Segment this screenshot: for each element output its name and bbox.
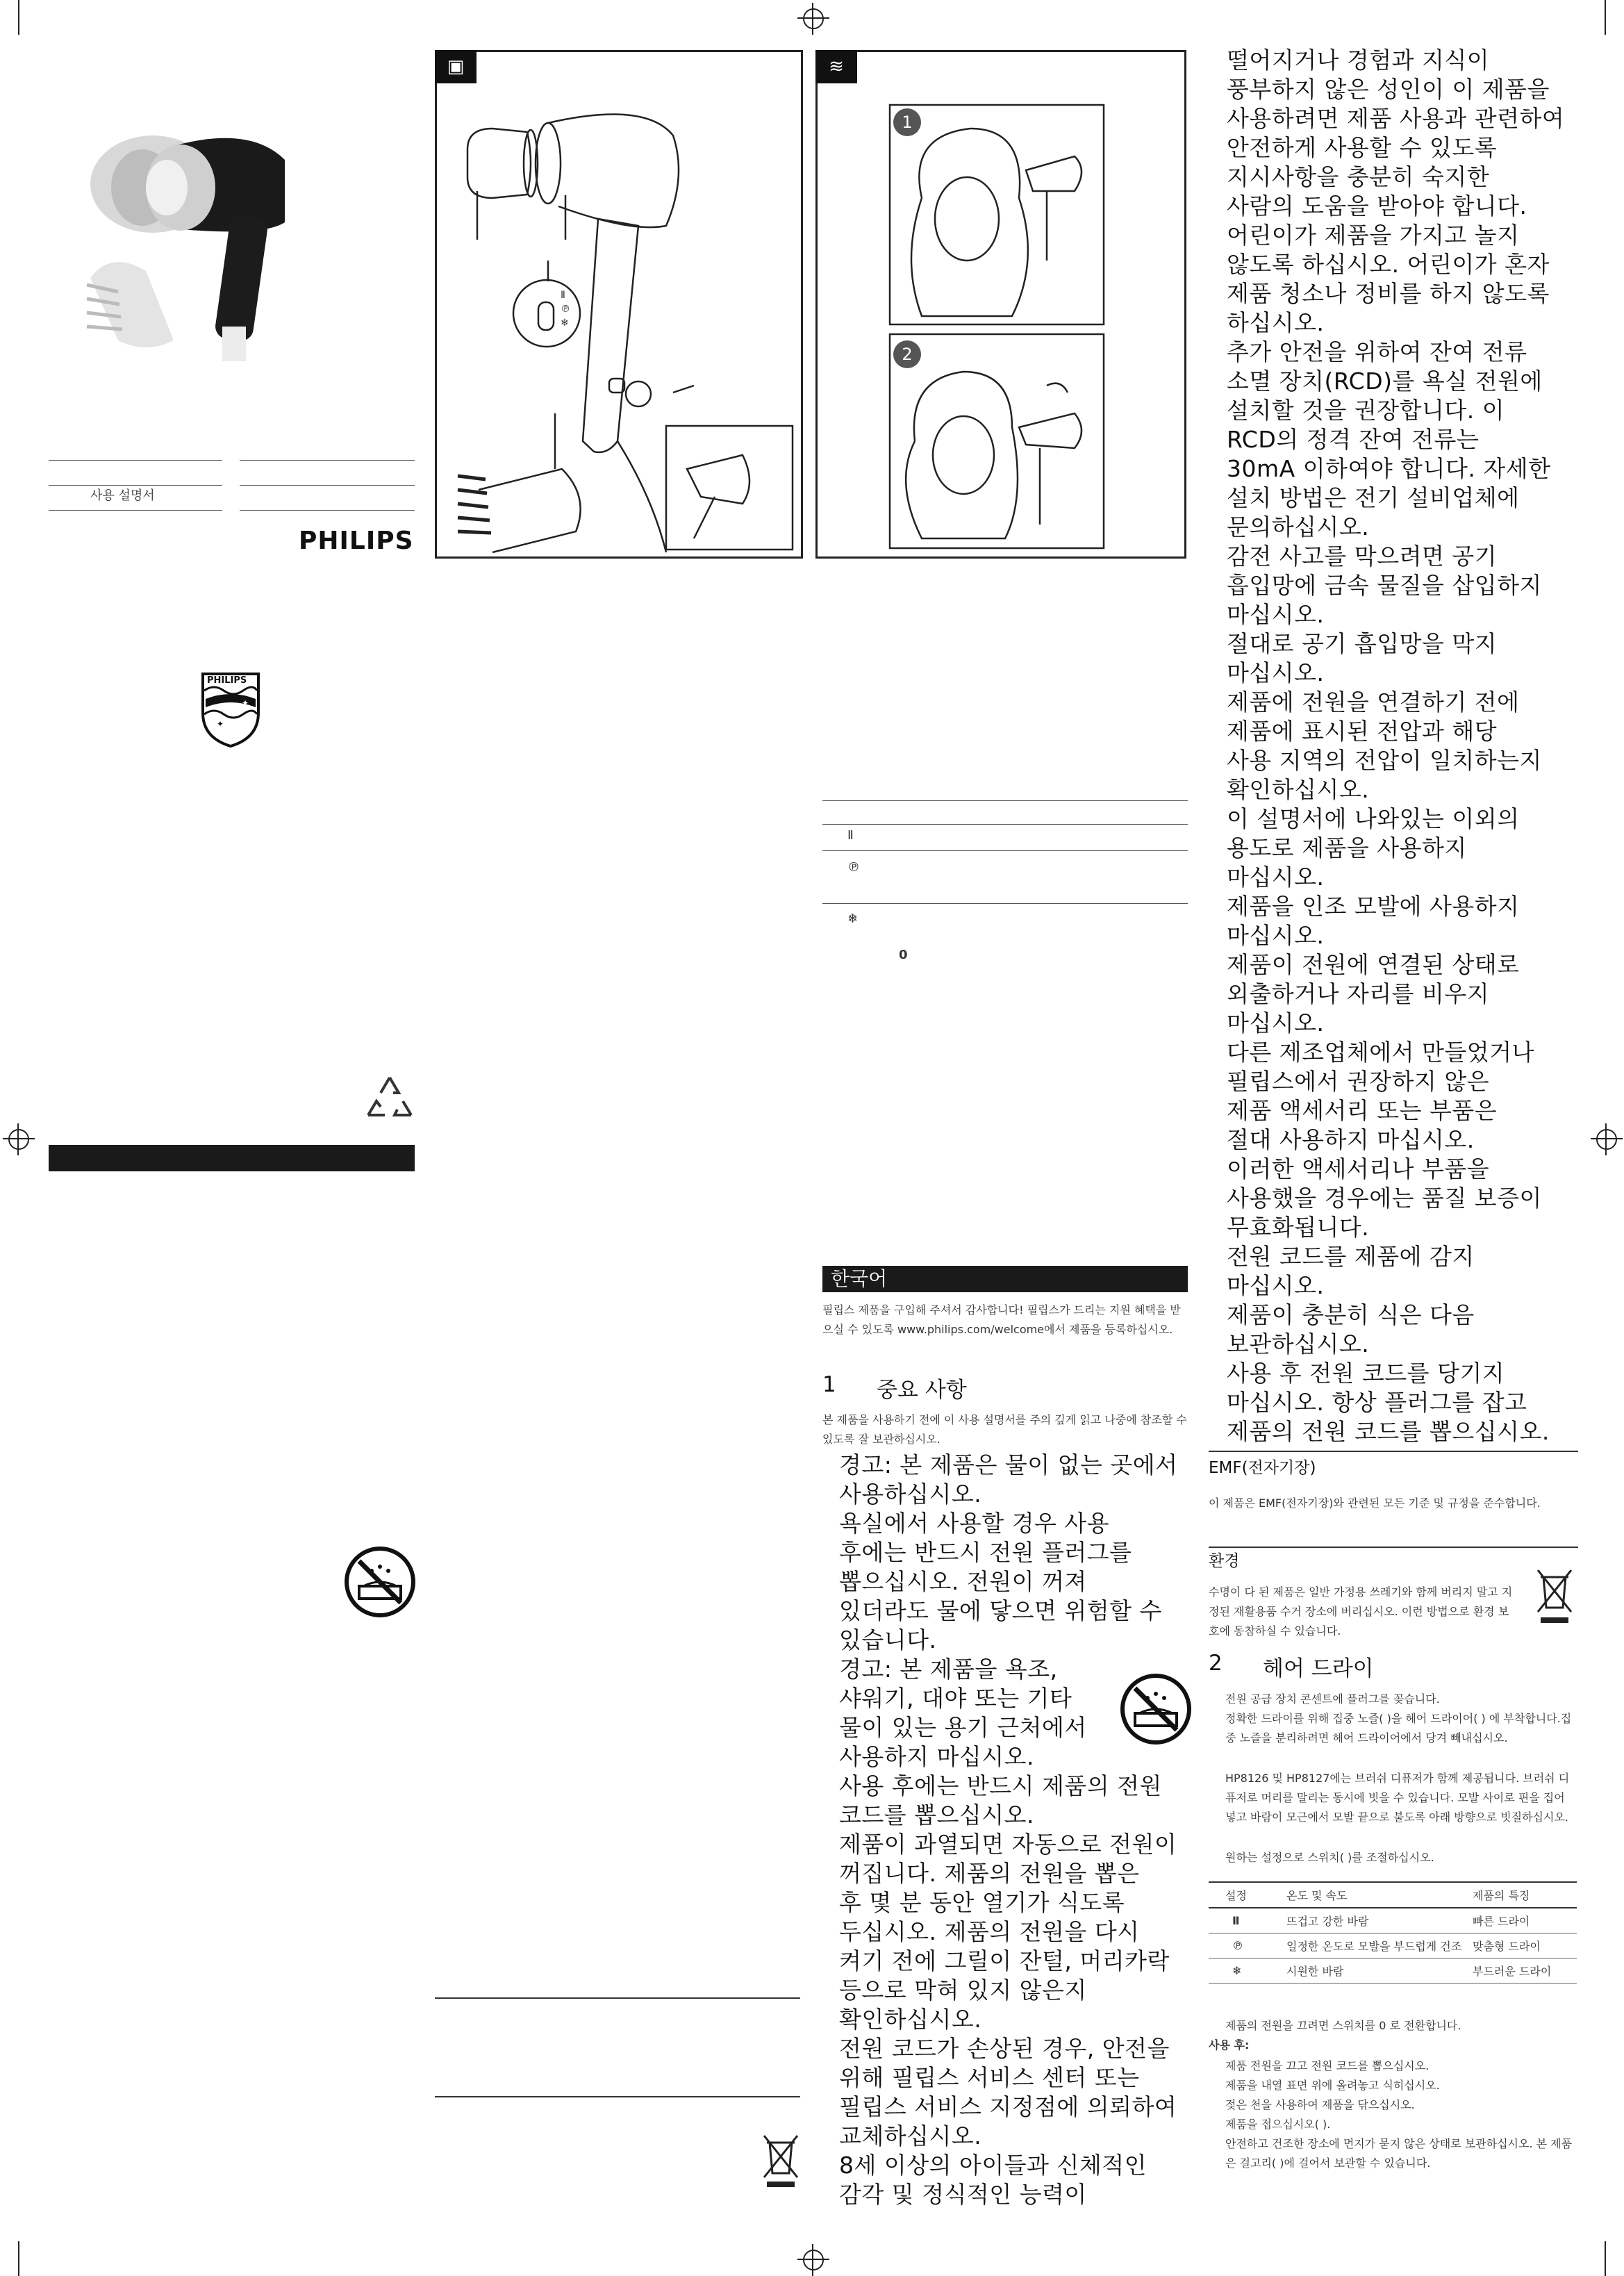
crop-mark <box>1605 0 1606 35</box>
emf-title: EMF(전자기장) <box>1209 1459 1316 1477</box>
safety-text-line: 제품을 인조 모발에 사용하지 <box>1227 893 1520 920</box>
feature-cell: 맞춤형 드라이 <box>1473 1940 1541 1953</box>
table-row <box>1209 1933 1577 1958</box>
feature-cell: 빠른 드라이 <box>1473 1915 1530 1928</box>
safety-text-line: 용도로 제품을 사용하지 <box>1227 834 1467 861</box>
parts-diagram-panel <box>435 50 803 559</box>
safety-text-line: 위해 필립스 서비스 센터 또는 <box>839 2064 1140 2091</box>
section-2-step: HP8126 및 HP8127에는 브러쉬 디퓨저가 함께 제공됩니다. 브러쉬 디퓨저로 머리를 말리는 동시에 빗을 수 있습니다. 모발 사이로 핀을 집어넣고 바람이 모근에서 모발 끝으로 불도록 아래 방향으로 빗질하십시오. <box>1225 1772 1570 1824</box>
safety-text-line: 경고: 본 제품은 물이 없는 곳에서 <box>839 1451 1178 1478</box>
safety-text-line: 전원 코드를 제품에 감지 <box>1227 1243 1475 1270</box>
safety-text-line: 떨어지거나 경험과 지식이 <box>1227 47 1490 74</box>
safety-text-line: 코드를 뽑으십시오. <box>839 1801 1035 1829</box>
legend-rule <box>822 903 1188 904</box>
manual-label: 사용 설명서 <box>90 488 155 503</box>
no-bath-warning-icon <box>344 1546 416 1618</box>
safety-text-line: 있습니다. <box>839 1626 937 1654</box>
svg-text:✦: ✦ <box>242 698 249 708</box>
safety-text-line: 사용했을 경우에는 품질 보증이 <box>1227 1185 1542 1212</box>
safety-text-line: 설치 방법은 전기 설비업체에 <box>1227 484 1520 511</box>
crop-mark <box>1605 2241 1606 2276</box>
safety-text-line: 마십시오. <box>1227 1272 1325 1299</box>
safety-text-line: 풍부하지 않은 성인이 이 제품을 <box>1227 76 1550 103</box>
safety-text-column-1 <box>839 1451 1200 2209</box>
after-use-step: 안전하고 건조한 장소에 먼지가 묻지 않은 상태로 보관하십시오. 본 제품은 걸고리( )에 걸어서 보관할 수 있습니다. <box>1225 2137 1573 2170</box>
parts-section-tab-icon: ▣ <box>435 50 477 83</box>
safety-text-line: 흡입망에 금속 물질을 삽입하지 <box>1227 572 1542 599</box>
section-2-step: 전원 공급 장치 콘센트에 플러그를 꽂습니다. <box>1225 1692 1440 1706</box>
safety-text-line: 마십시오. <box>1227 864 1325 891</box>
safety-text-line: 뽑으십시오. 전원이 꺼져 <box>839 1568 1087 1595</box>
safety-text-line: 후 몇 분 동안 열기가 식도록 <box>839 1889 1125 1916</box>
cover-rule <box>240 510 415 511</box>
after-use-step: 제품을 내열 표면 위에 올려놓고 식히십시오. <box>1225 2079 1440 2092</box>
hair-dryer-product-photo <box>69 118 306 368</box>
hair-dryer-parts-diagram <box>437 52 801 556</box>
divider-line <box>435 1997 800 1999</box>
safety-text-line: 사용 후 전원 코드를 당기지 <box>1227 1360 1505 1387</box>
section-1-intro: 본 제품을 사용하기 전에 이 사용 설명서를 주의 깊게 읽고 나중에 참조할 수 있도록 잘 보관하십시오. <box>822 1413 1187 1446</box>
safety-text-line: 설치할 것을 권장합니다. 이 <box>1227 397 1505 424</box>
safety-text-line: 하십시오. <box>1227 309 1325 336</box>
safety-text-line: 있더라도 물에 닿으면 위험할 수 <box>839 1597 1162 1624</box>
safety-text-line: 두십시오. 제품의 전원을 다시 <box>839 1918 1140 1945</box>
usage-section-tab-icon: ≋ <box>815 50 857 83</box>
safety-text-line: 사용 지역의 전압이 일치하는지 <box>1227 747 1542 774</box>
after-use-step: 제품 전원을 끄고 전원 코드를 뽑으십시오. <box>1225 2059 1430 2072</box>
safety-text-line: 사용하지 마십시오. <box>839 1743 1035 1770</box>
section-2-title: 헤어 드라이 <box>1263 1656 1374 1681</box>
safety-text-line: 필립스 서비스 지정점에 의뢰하여 <box>839 2093 1177 2120</box>
safety-text-line: 욕실에서 사용할 경우 사용 <box>839 1510 1110 1537</box>
safety-text-line: 후에는 반드시 전원 플러그를 <box>839 1539 1132 1566</box>
safety-text-line: 소멸 장치(RCD)를 욕실 전원에 <box>1227 368 1543 395</box>
safety-text-line: 제품 청소나 정비를 하지 않도록 <box>1227 280 1550 307</box>
safety-text-line: 않도록 하십시오. 어린이가 혼자 <box>1227 251 1550 278</box>
cover-black-bar <box>49 1145 415 1171</box>
divider-line <box>435 2096 800 2097</box>
legend-symbol: ❄ <box>847 912 859 926</box>
safety-text-line: 꺼집니다. 제품의 전원을 뽑은 <box>839 1860 1140 1887</box>
setting-icon: ℗ <box>1232 1939 1243 1952</box>
recycle-icon <box>363 1073 417 1123</box>
registration-mark-bottom <box>803 2250 824 2270</box>
after-use-step: 젖은 천을 사용하여 제품을 닦으십시오. <box>1225 2098 1415 2111</box>
safety-text-line: 물이 있는 용기 근처에서 <box>839 1714 1087 1741</box>
legend-symbol: 0 <box>899 948 908 962</box>
crop-mark <box>18 0 19 35</box>
safety-text-line: 8세 이상의 아이들과 신체적인 <box>839 2152 1147 2179</box>
emf-rule <box>1209 1451 1578 1452</box>
cover-rule <box>49 510 222 511</box>
speed-cell: 일정한 온도로 모발을 부드럽게 건조 <box>1286 1940 1462 1953</box>
safety-text-line: 제품 액세서리 또는 부품은 <box>1227 1097 1498 1124</box>
safety-text-line: 사용 후에는 반드시 제품의 전원 <box>839 1772 1162 1799</box>
usage-illustration-panel <box>815 50 1186 559</box>
safety-text-line: 마십시오. <box>1227 922 1325 949</box>
safety-text-line: 사용하십시오. <box>839 1481 982 1508</box>
section-1-number: 1 <box>822 1372 836 1397</box>
safety-text-line: RCD의 정격 잔여 전류는 <box>1227 426 1480 453</box>
table-row <box>1209 1908 1577 1933</box>
safety-text-line: 30mA 이하여야 합니다. 자세한 <box>1227 455 1551 482</box>
table-row <box>1209 1958 1577 1984</box>
philips-wordmark: PHILIPS <box>299 527 414 555</box>
after-use-step: 제품을 접으십시오( ). <box>1225 2118 1331 2131</box>
legend-rule <box>822 824 1188 825</box>
safety-text-line: 제품에 표시된 전압과 해당 <box>1227 718 1498 745</box>
crop-mark <box>18 2241 19 2276</box>
cover-rule <box>240 485 415 486</box>
svg-text:✦: ✦ <box>217 719 224 729</box>
safety-text-line: 제품에 전원을 연결하기 전에 <box>1227 688 1520 716</box>
woman-drying-hair-illustrations <box>818 52 1184 556</box>
header-setting: 설정 <box>1225 1889 1247 1902</box>
cover-rule <box>49 485 222 486</box>
safety-text-line: 확인하십시오. <box>1227 776 1370 803</box>
safety-text-line: 절대 사용하지 마십시오. <box>1227 1126 1475 1153</box>
safety-text-line: 켜기 전에 그릴이 잔털, 머리카락 <box>839 1947 1170 1974</box>
safety-text-line: 이 설명서에 나와있는 이외의 <box>1227 805 1520 832</box>
env-rule <box>1209 1547 1578 1548</box>
safety-text-line: 필립스에서 권장하지 않은 <box>1227 1068 1490 1095</box>
registration-mark-left <box>8 1129 29 1150</box>
registration-mark-right <box>1596 1129 1617 1150</box>
safety-text-line: 보관하십시오. <box>1227 1330 1370 1358</box>
speed-cell: 시원한 바람 <box>1286 1965 1344 1978</box>
no-bath-warning-icon <box>1120 1673 1192 1745</box>
safety-text-line: 추가 안전을 위하여 잔여 전류 <box>1227 338 1527 365</box>
section-2-number: 2 <box>1209 1651 1223 1676</box>
safety-text-line: 사람의 도움을 받아야 합니다. <box>1227 192 1527 220</box>
settings-table <box>1209 1881 1577 1984</box>
env-text: 수명이 다 된 제품은 일반 가정용 쓰레기와 함께 버리지 말고 지정된 재활용품 수거 장소에 버리십시오. 이런 방법으로 환경 보호에 동참하실 수 있습니다. <box>1209 1585 1513 1638</box>
svg-text:❄: ❄ <box>561 318 569 329</box>
settings-table-header <box>1209 1882 1577 1908</box>
step-badge-2: 2 <box>893 340 921 368</box>
safety-text-line: 무효화됩니다. <box>1227 1214 1370 1241</box>
safety-text-line: 사용하려면 제품 사용과 관련하여 <box>1227 105 1565 132</box>
safety-text-line: 이러한 액세서리나 부품을 <box>1227 1155 1490 1182</box>
safety-text-line: 마십시오. <box>1227 601 1325 628</box>
speed-cell: 뜨겁고 강한 바람 <box>1286 1915 1369 1928</box>
safety-text-line: 다른 제조업체에서 만들었거나 <box>1227 1039 1534 1066</box>
env-title: 환경 <box>1209 1552 1240 1570</box>
safety-text-line: 감전 사고를 막으려면 공기 <box>1227 543 1498 570</box>
safety-text-line: 전원 코드가 손상된 경우, 안전을 <box>839 2035 1170 2062</box>
safety-text-line: 경고: 본 제품을 욕조, <box>839 1656 1058 1683</box>
cover-rule <box>240 460 415 461</box>
emf-text: 이 제품은 EMF(전자기장)와 관련된 모든 기준 및 규정을 준수합니다. <box>1209 1496 1541 1510</box>
safety-text-line: 제품이 과열되면 자동으로 전원이 <box>839 1831 1177 1858</box>
safety-text-column-2 <box>1227 46 1588 1446</box>
safety-text-line: 제품이 충분히 식은 다음 <box>1227 1301 1475 1328</box>
safety-text-line: 마십시오. 항상 플러그를 잡고 <box>1227 1389 1527 1416</box>
safety-text-line: 확인하십시오. <box>839 2006 982 2033</box>
safety-text-line: 마십시오. <box>1227 659 1325 686</box>
legend-rule <box>822 800 1188 801</box>
weee-bin-icon <box>761 2133 800 2188</box>
safety-text-line: 샤워기, 대야 또는 기타 <box>839 1685 1072 1712</box>
safety-text-line: 마십시오. <box>1227 1009 1325 1037</box>
safety-text-line: 어린이가 제품을 가지고 놀지 <box>1227 222 1520 249</box>
legend-symbol: Ⅱ <box>847 828 854 843</box>
safety-text-line: 감각 및 정식적인 능력이 <box>839 2181 1087 2208</box>
legend-rule <box>822 850 1188 851</box>
section-2-step: 정확한 드라이를 위해 집중 노즐( )을 헤어 드라이어( ) 에 부착합니다.집중 노즐을 분리하려면 헤어 드라이어에서 당겨 빼내십시오. <box>1225 1712 1572 1745</box>
step-badge-1: 1 <box>893 108 921 136</box>
safety-text-line: 지시사항을 충분히 숙지한 <box>1227 163 1490 190</box>
safety-text-line: 절대로 공기 흡입망을 막지 <box>1227 630 1498 657</box>
feature-cell: 부드러운 드라이 <box>1473 1965 1552 1978</box>
safety-text-line: 문의하십시오. <box>1227 513 1370 541</box>
header-feature: 제품의 특징 <box>1473 1889 1530 1902</box>
after-use-title: 사용 후: <box>1209 2038 1250 2052</box>
safety-text-line: 안전하게 사용할 수 있도록 <box>1227 134 1498 161</box>
cover-rule <box>49 460 222 461</box>
svg-text:℗: ℗ <box>561 304 570 315</box>
section-2-step: 원하는 설정으로 스위치( )를 조절하십시오. <box>1225 1851 1434 1864</box>
setting-icon: Ⅱ <box>1232 1914 1240 1927</box>
power-off-text: 제품의 전원을 끄려면 스위치를 0 로 전환합니다. <box>1225 2019 1461 2032</box>
weee-bin-icon <box>1535 1567 1574 1626</box>
registration-mark-top <box>803 8 824 29</box>
safety-text-line: 제품의 전원 코드를 뽑으십시오. <box>1227 1418 1550 1445</box>
safety-text-line: 제품이 전원에 연결된 상태로 <box>1227 951 1520 978</box>
svg-text:Ⅱ: Ⅱ <box>561 290 565 301</box>
setting-icon: ❄ <box>1232 1964 1242 1977</box>
intro-text: 필립스 제품을 구입해 주셔서 감사합니다! 필립스가 드리는 지원 혜택을 받으실 수 있도록 www.philips.com/welcome에서 제품을 등록하십시오. <box>822 1303 1181 1336</box>
safety-text-line: 교체하십시오. <box>839 2122 982 2150</box>
section-1-title: 중요 사항 <box>877 1378 967 1403</box>
shield-brand-text: PHILIPS <box>207 675 247 686</box>
safety-text-line: 외출하거나 자리를 비우지 <box>1227 980 1490 1007</box>
safety-text-line: 등으로 막혀 있지 않은지 <box>839 1977 1087 2004</box>
header-speed: 온도 및 속도 <box>1286 1889 1348 1902</box>
language-tab-label: 한국어 <box>831 1267 888 1290</box>
legend-symbol: ℗ <box>847 860 860 875</box>
